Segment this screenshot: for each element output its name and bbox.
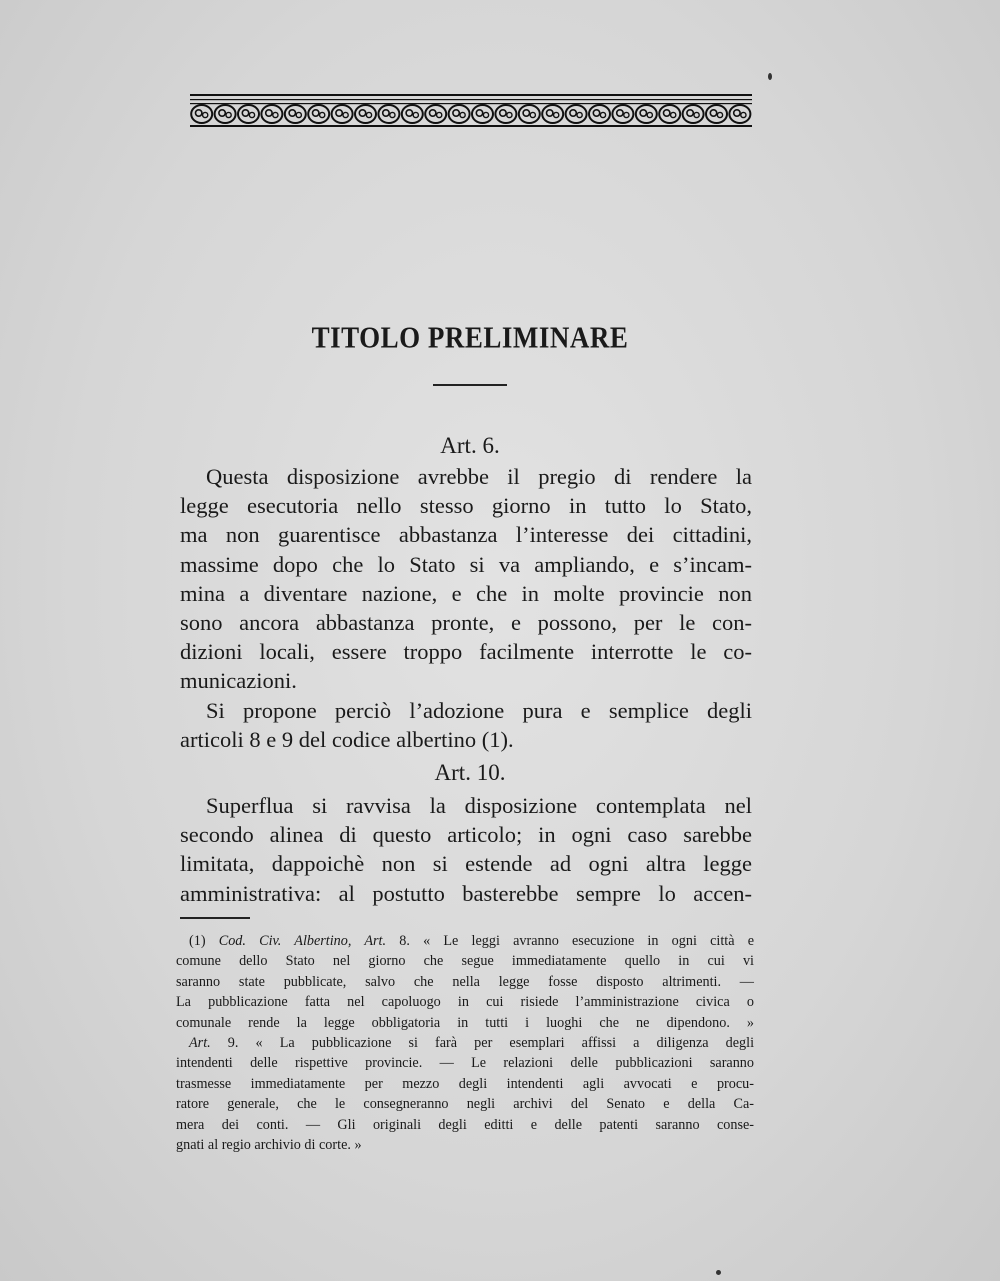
ornament-scroll xyxy=(683,105,704,123)
text-line: limitata, dappoichè non si estende ad ogni altra legge xyxy=(180,851,752,877)
section-title: TITOLO PRELIMINARE xyxy=(311,319,629,355)
article-6-paragraph-1 xyxy=(180,462,752,696)
footnote-text: « Le leggi avranno esecuzione in ogni città e xyxy=(423,933,755,949)
ornament-scroll xyxy=(495,105,516,123)
footnote-line xyxy=(176,931,754,951)
text-line: articoli 8 e 9 del codice albertino (1). xyxy=(180,727,514,753)
ornament-scroll xyxy=(402,105,423,123)
ornament-scroll xyxy=(285,105,306,123)
ornament-scroll xyxy=(215,105,236,123)
footnote-rule xyxy=(180,917,250,919)
text-line: Superflua si ravvisa la disposizione contemplata nel xyxy=(206,793,752,818)
ornament-scroll xyxy=(612,105,633,123)
footnote-line: ratore generale, che le consegneranno negli archivi del Senato e della Ca- xyxy=(176,1096,754,1113)
ornament-scroll-units xyxy=(191,105,750,123)
text-line: massime dopo che lo Stato si va ampliando, e s’incam- xyxy=(180,551,752,577)
text-line: mina a diventare nazione, e che in molte provincie non xyxy=(180,580,752,606)
ornament-scroll xyxy=(636,105,657,123)
footnote-line xyxy=(176,1033,754,1053)
ornament-scroll xyxy=(425,105,446,123)
footnote-marker: (1) xyxy=(189,933,206,949)
text-line: Si propone perciò l’adozione pura e semplice degli xyxy=(206,698,752,723)
text-line: dizioni locali, essere troppo facilmente interrotte le co- xyxy=(180,639,752,665)
footnote-art-number: 8. xyxy=(399,933,410,949)
ornament-scroll xyxy=(706,105,727,123)
ink-speck xyxy=(716,1270,721,1275)
footnote xyxy=(176,931,754,1155)
footnote-source: Cod. Civ. Albertino, Art. xyxy=(218,933,387,949)
ink-speck xyxy=(768,73,772,80)
footnote-line: saranno state pubblicate, salvo che nella legge fosse disposto altrimenti. — xyxy=(176,973,754,990)
footnote-line: comunale rende la legge obbligatoria in tutti i luoghi che ne dipendono. » xyxy=(176,1014,754,1031)
text-line: legge esecutoria nello stesso giorno in tutto lo Stato, xyxy=(180,493,752,519)
ornament-scroll xyxy=(378,105,399,123)
ornament-scroll xyxy=(449,105,470,123)
ornament-scroll xyxy=(589,105,610,123)
text-line: ma non guarentisce abbastanza l’interesse dei cittadini, xyxy=(180,522,752,548)
ornament-scroll xyxy=(355,105,376,123)
footnote-art-label: Art. xyxy=(189,1034,211,1051)
text-line: Questa disposizione avrebbe il pregio di rendere la xyxy=(206,464,752,489)
footnote-line: comune dello Stato nel giorno che segue immediatamente quello in cui vi xyxy=(176,953,754,970)
footnote-text: « La pubblicazione si farà per esemplari affissi a diligenza degli xyxy=(255,1034,755,1051)
article-heading-10: Art. 10. xyxy=(434,760,506,785)
ornament-scroll xyxy=(472,105,493,123)
article-10-paragraph-1 xyxy=(180,791,752,908)
article-6-paragraph-2 xyxy=(180,696,752,754)
footnote-line: La pubblicazione fatta nel capoluogo in cui risiede l’amministrazione civica o xyxy=(176,994,754,1011)
ornament-scroll xyxy=(729,105,750,123)
text-line: sono ancora abbastanza pronte, e possono, per le con- xyxy=(180,609,752,635)
ornament-scroll xyxy=(332,105,353,123)
ornament-scroll xyxy=(659,105,680,123)
ornament-scroll xyxy=(542,105,563,123)
footnote-line: trasmesse immediatamente per mezzo degli intendenti agli avvocati e procu- xyxy=(176,1075,754,1092)
text-line: secondo alinea di questo articolo; in ogni caso sarebbe xyxy=(180,822,752,848)
article-heading-6: Art. 6. xyxy=(440,433,500,458)
ornament-scroll xyxy=(238,105,259,123)
text-line: amministrativa: al postutto basterebbe sempre lo accen- xyxy=(180,880,752,906)
ornament-scroll xyxy=(566,105,587,123)
footnote-line: gnati al regio archivio di corte. » xyxy=(176,1136,362,1153)
ornament-scroll xyxy=(308,105,329,123)
footnote-art-number: 9. xyxy=(227,1034,239,1051)
ornament-scroll xyxy=(191,105,212,123)
footnote-line: intendenti delle rispettive provincie. — Le relazioni delle pubblicazioni saranno xyxy=(176,1055,754,1072)
text-line: municazioni. xyxy=(180,668,297,694)
title-rule xyxy=(433,384,507,386)
ornament-scroll xyxy=(519,105,540,123)
decorative-border-ornament xyxy=(190,92,752,130)
ornament-scroll xyxy=(261,105,282,123)
footnote-line: mera dei conti. — Gli originali degli editti e delle patenti saranno conse- xyxy=(176,1116,754,1133)
